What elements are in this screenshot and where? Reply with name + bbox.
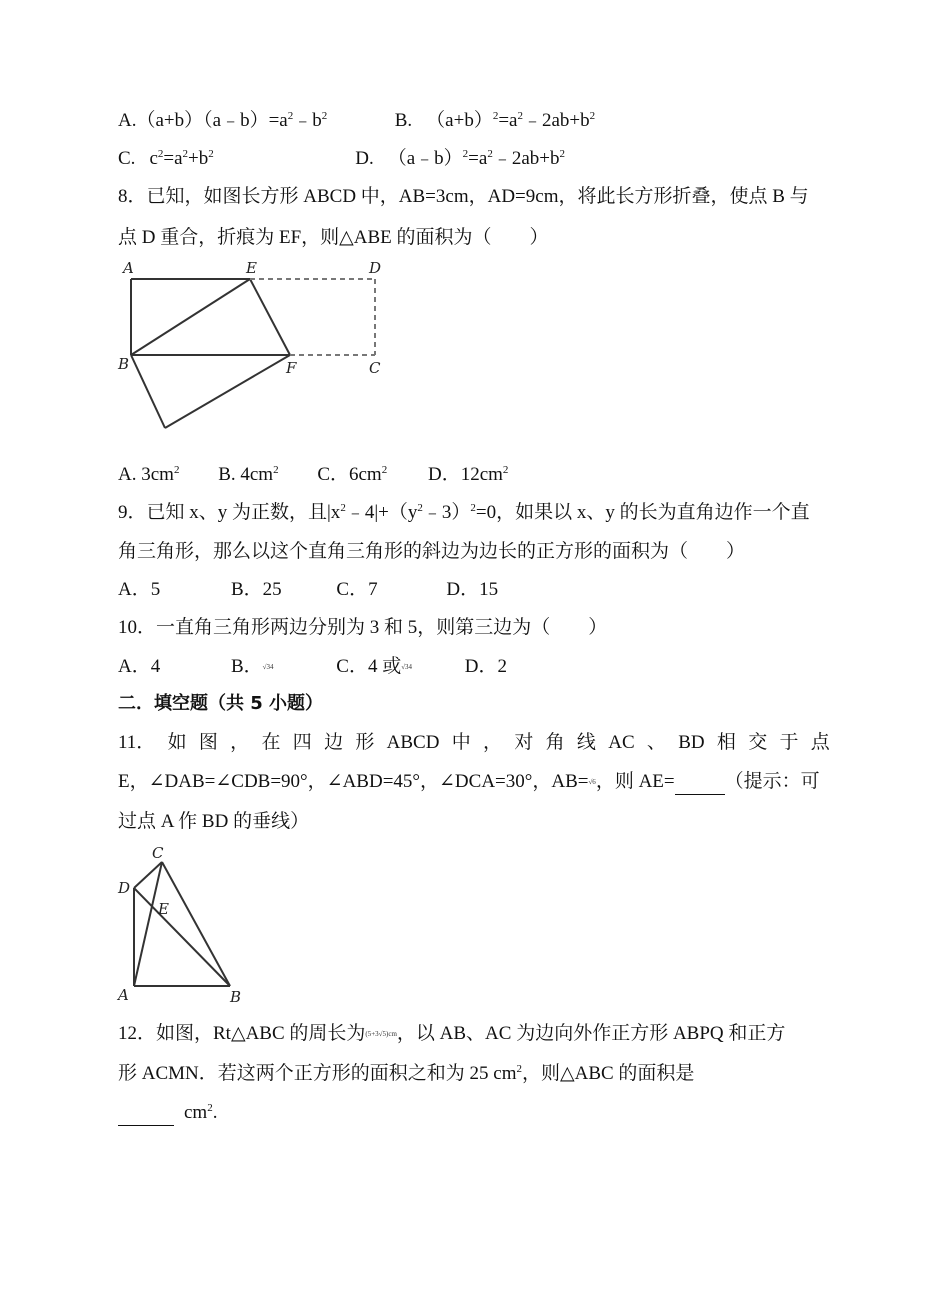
q8-folded-edge-1 — [131, 355, 165, 428]
q11-label-b: B — [230, 988, 242, 1006]
q9-option-c: C．7 — [336, 579, 378, 600]
q7-option-b: B. $(a+b)^2=a^2﹣2ab+b^2$ — [394, 110, 596, 131]
q8-line-be — [131, 279, 250, 355]
q11-line1-token: 边 — [324, 732, 344, 753]
q8-option-a: A. $3cm^2$ — [118, 464, 180, 485]
section-2-title: 二．填空题（共 5 小题） — [118, 693, 324, 714]
q11-diagonal-bd — [134, 888, 230, 986]
q8-options — [118, 463, 508, 487]
q11-label-e: E — [158, 900, 169, 918]
q9-stem-line-2: 角三角形，那么以这个直角三角形的斜边为边长的正方形的面积为（ ） — [118, 541, 746, 562]
q8-crease-ef — [250, 279, 290, 355]
q7-option-d: D. $(a﹣b)^2=a^2﹣2ab+b^2$ — [355, 148, 565, 169]
q11-label-c: C — [152, 844, 164, 862]
q8-label-f: F — [286, 359, 297, 377]
q11-stem-line-3: 过点 A 作 BD 的垂线） — [118, 811, 310, 832]
q11-line1-token: 交 — [748, 732, 768, 753]
q10-stem: 10．一直角三角形两边分别为 3 和 5，则第三边为（ ） — [118, 617, 608, 638]
q11-line1-token: 于 — [779, 732, 799, 753]
q11-stem-line-2: E，∠DAB=∠CDB=90°，∠ABD=45°，∠DCA=30°，AB=√6，则 AE= （提示：可 — [118, 770, 820, 795]
q11-line1-token: BD — [678, 732, 705, 753]
q8-stem-line-2: 点 D 重合，折痕为 EF，则△ABE 的面积为（ ） — [118, 227, 549, 248]
q8-rectangle-fold-figure — [110, 255, 400, 440]
q8-label-b: B — [118, 355, 130, 373]
q11-line1-token: 11． — [118, 732, 156, 753]
q7-option-row-2 — [118, 147, 565, 171]
q9-option-b: B．25 — [230, 579, 282, 600]
q8-label-a: A — [123, 259, 134, 277]
q10-options — [118, 655, 507, 679]
q8-folded-edge-2 — [165, 355, 290, 428]
q8-label-c: C — [369, 359, 381, 377]
q7-option-a: $A.(a+b)(a﹣b)=a^2﹣b^2$ — [118, 110, 328, 131]
q11-stem-line-1 — [118, 731, 830, 755]
q12-answer-blank[interactable] — [118, 1101, 174, 1126]
q12-stem-line-3: $cm^2$. — [118, 1101, 217, 1126]
q11-line1-token: 对 — [514, 732, 534, 753]
q11-line1-token: 点 — [810, 732, 830, 753]
q12-stem-line-1: 12．如图，Rt△ABC 的周长为(5+3√5)cm，以 AB、AC 为边向外作正方形 ABPQ 和正方 — [118, 1023, 786, 1044]
q11-line1-token: 线 — [576, 732, 596, 753]
q11-line1-token: 在 — [261, 732, 281, 753]
q8-stem-line-1: 8．已知，如图长方形 ABCD 中，AB=3cm，AD=9cm，将此长方形折叠，使点 B 与 — [118, 186, 809, 207]
q8-option-d: D．$12cm^2$ — [427, 464, 509, 485]
q8-option-b: B. $4cm^2$ — [218, 464, 279, 485]
q9-option-a: A．5 — [118, 579, 161, 600]
q11-line1-token: ， — [230, 732, 250, 753]
q11-label-d: D — [118, 879, 131, 897]
q9-option-d: D．15 — [446, 579, 499, 600]
q7-option-c: C. $c^2=a^2+b^2$ — [118, 148, 214, 169]
q11-side-cb — [162, 862, 230, 986]
q11-line1-token: 中 — [451, 732, 471, 753]
q11-line1-token: 、 — [646, 732, 666, 753]
q11-line1-token: AC — [608, 732, 635, 753]
q8-label-d: D — [369, 259, 382, 277]
q8-option-c: C．$6cm^2$ — [317, 464, 388, 485]
q9-stem-line-1: 9．已知 x、y 为正数，且$|x^2﹣4|+(y^2﹣3)^2=0$，如果以 x、y 的长为直角边作一个直 — [118, 502, 810, 523]
q10-option-a: A．4 — [118, 656, 161, 677]
q11-line1-token: 四 — [292, 732, 312, 753]
q11-line1-token: ABCD — [386, 732, 440, 753]
q11-line1-token: 角 — [545, 732, 565, 753]
q7-option-row-1 — [118, 109, 595, 133]
q10-option-d: D．2 — [464, 656, 508, 677]
q11-line1-token: 图 — [198, 732, 218, 753]
q11-line1-token: 形 — [355, 732, 375, 753]
q11-diagonal-ac — [134, 862, 162, 986]
q12-stem-line-2: 形 ACMN．若这两个正方形的面积之和为 25 $cm^2$，则△ABC 的面积是 — [118, 1063, 695, 1084]
q11-quadrilateral-figure — [110, 842, 250, 1007]
q10-option-c: C．4 或√34 — [336, 656, 413, 677]
q11-line1-token: ， — [483, 732, 503, 753]
q9-options — [118, 578, 498, 602]
q11-answer-blank[interactable] — [675, 770, 725, 795]
q11-line1-token: 如 — [167, 732, 187, 753]
q10-option-b: B．√34 — [230, 656, 274, 677]
q8-label-e: E — [246, 259, 257, 277]
q11-label-a: A — [118, 986, 129, 1004]
q11-line1-token: 相 — [716, 732, 736, 753]
